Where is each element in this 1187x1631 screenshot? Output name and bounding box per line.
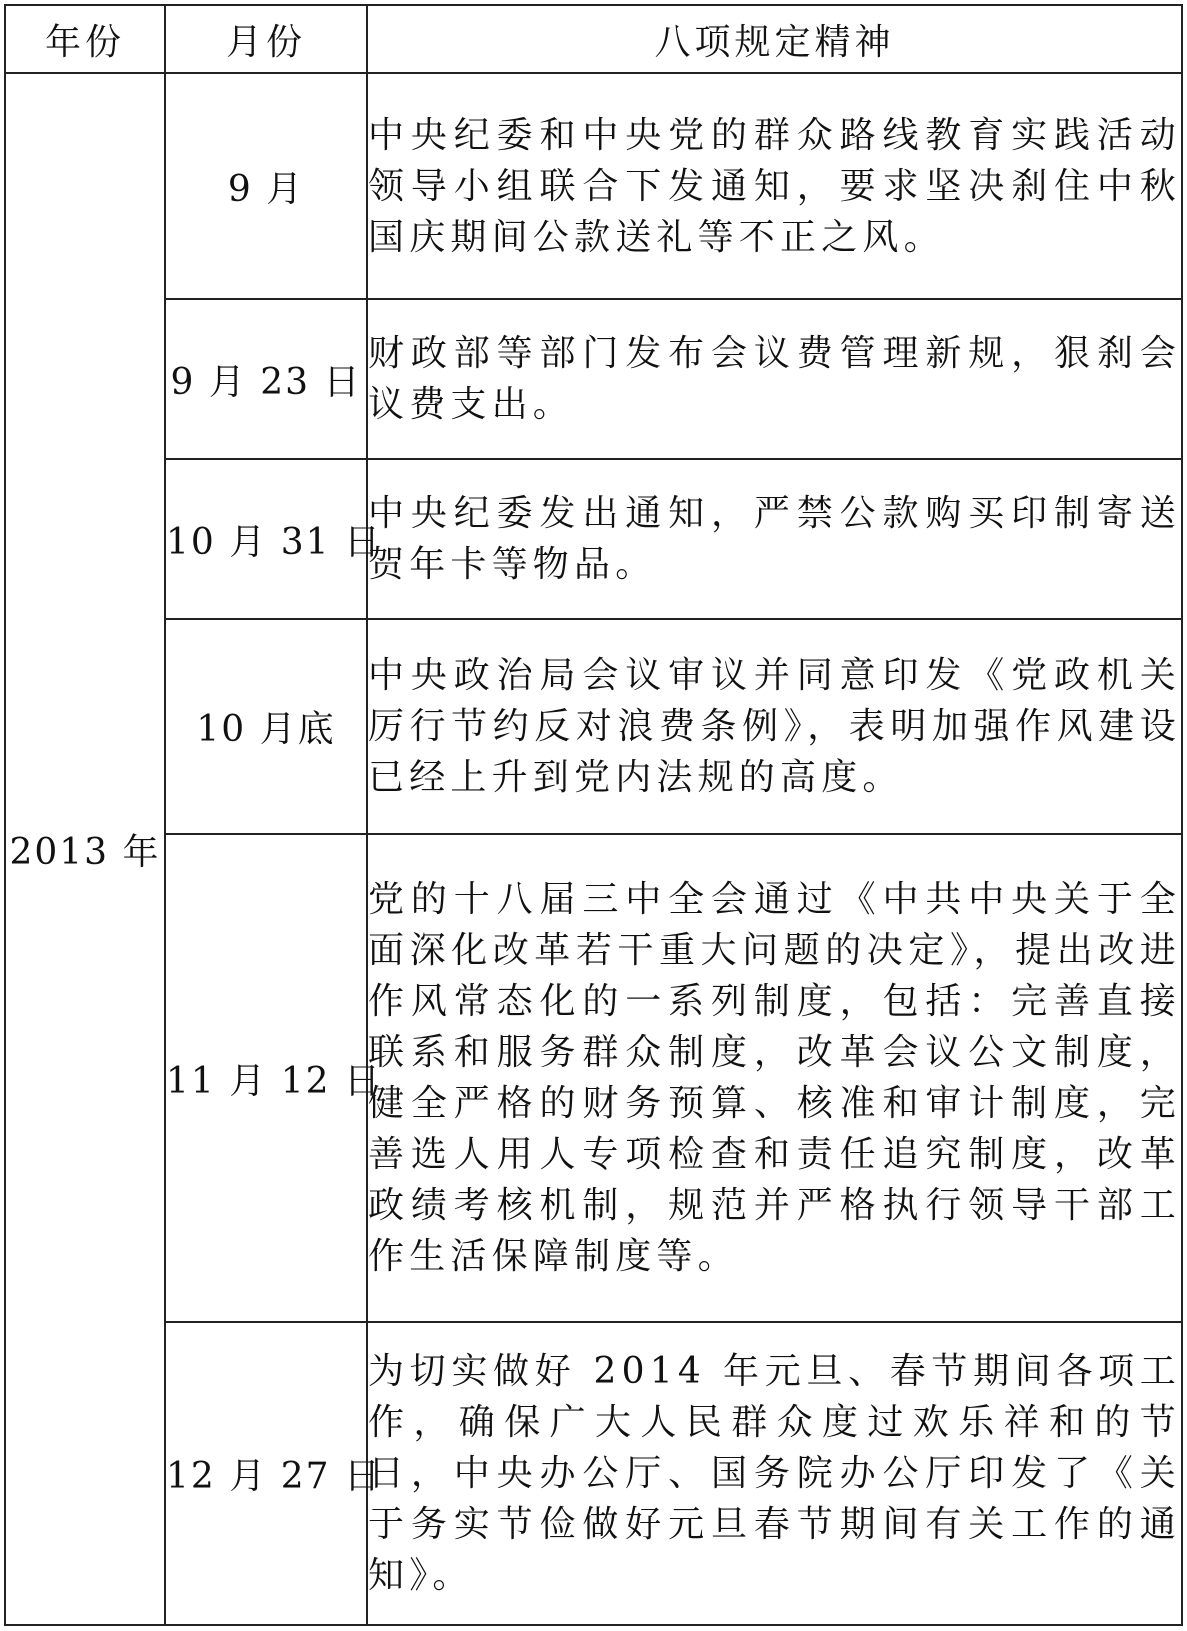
description-cell: 党的十八届三中全会通过《中共中央关于全面深化改革若干重大问题的决定》，提出改进作风常态化的一系列制度，包括：完善直接联系和服务群众制度，改革会议公文制度，健全严格的财务预算、核准和审计制度，完善选人用人专项检查和责任追究制度，改革政绩考核机制，规范并严格执行领导干部工作生活保障制度等。	[367, 834, 1182, 1322]
table-row	[5, 73, 1182, 299]
header-year: 年份	[5, 5, 165, 73]
header-row	[5, 5, 1182, 73]
description-cell: 中央纪委发出通知，严禁公款购买印制寄送贺年卡等物品。	[367, 459, 1182, 619]
month-cell: 9 月 23 日	[165, 299, 367, 459]
description-cell: 财政部等部门发布会议费管理新规，狠刹会议费支出。	[367, 299, 1182, 459]
header-content: 八项规定精神	[367, 5, 1182, 73]
month-cell: 9 月	[165, 73, 367, 299]
header-month: 月份	[165, 5, 367, 73]
month-cell: 10 月 31 日	[165, 459, 367, 619]
table-row	[5, 834, 1182, 1322]
month-cell: 10 月底	[165, 619, 367, 834]
regulation-timeline-table	[4, 4, 1183, 1626]
table-row	[5, 299, 1182, 459]
month-cell: 12 月 27 日	[165, 1322, 367, 1625]
table-row	[5, 1322, 1182, 1625]
table-row	[5, 619, 1182, 834]
month-cell: 11 月 12 日	[165, 834, 367, 1322]
description-cell: 中央政治局会议审议并同意印发《党政机关厉行节约反对浪费条例》，表明加强作风建设已经上升到党内法规的高度。	[367, 619, 1182, 834]
description-cell: 为切实做好 2014 年元旦、春节期间各项工作，确保广大人民群众度过欢乐祥和的节日，中央办公厅、国务院办公厅印发了《关于务实节俭做好元旦春节期间有关工作的通知》。	[367, 1322, 1182, 1625]
table-row	[5, 459, 1182, 619]
year-cell: 2013 年	[5, 73, 165, 1625]
description-cell: 中央纪委和中央党的群众路线教育实践活动领导小组联合下发通知，要求坚决刹住中秋国庆期间公款送礼等不正之风。	[367, 73, 1182, 299]
